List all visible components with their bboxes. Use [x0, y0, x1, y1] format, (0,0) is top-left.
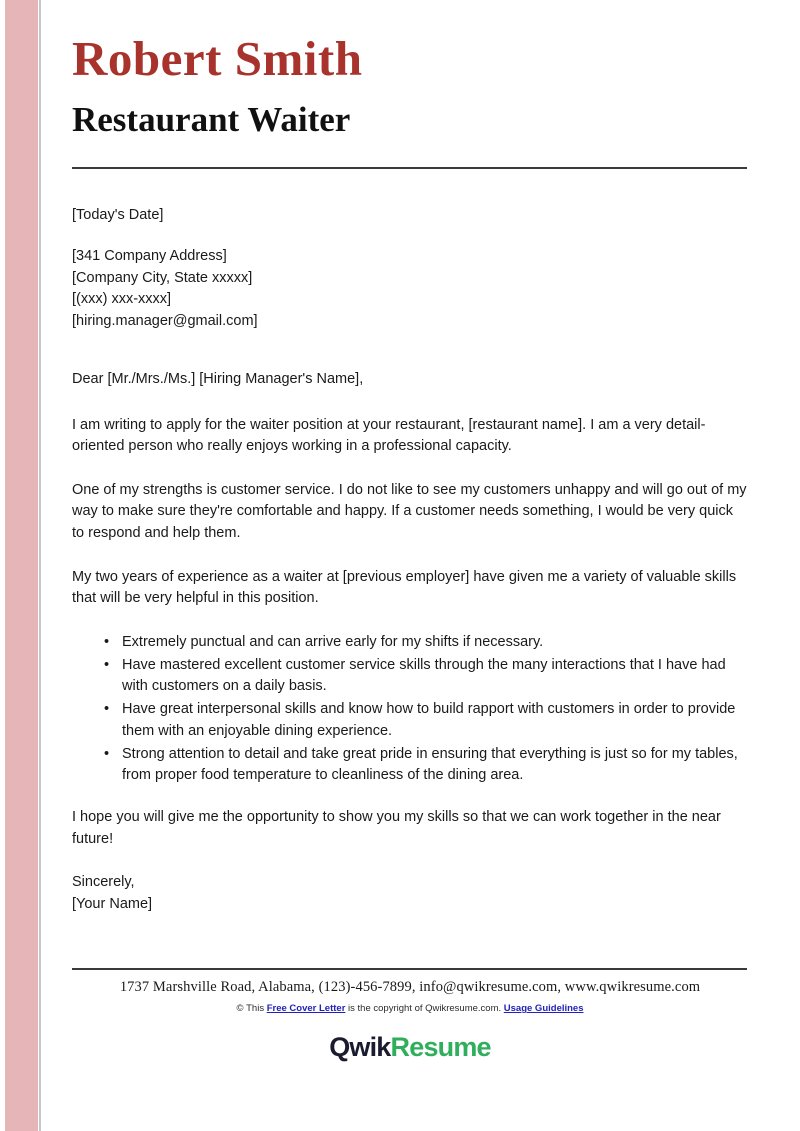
letter-body [72, 169, 748, 915]
bullet-marker-icon: • [104, 701, 110, 718]
letter-paragraph-1: I am writing to apply for the waiter position at your restaurant, [restaurant name]. I am a very detail-oriented person who really enjoys working in a professional capacity. [72, 416, 706, 455]
letter-paragraph-3: My two years of experience as a waiter at [previous employer] have given me a variety of valuable skills that will be very helpful in this position. [72, 568, 737, 607]
letter-content [72, 0, 748, 1131]
bullet-marker-icon: • [104, 633, 110, 650]
letter-date: [Today's Date] [72, 207, 164, 223]
decorative-side-stripe [5, 0, 38, 1131]
applicant-name: Robert Smith [72, 31, 363, 86]
list-item [72, 632, 748, 654]
signature-block [72, 872, 748, 915]
page-footer [72, 968, 748, 1063]
list-item-text: Strong attention to detail and take great pride in ensuring that everything is just so for my tables, from proper food temperature to cleanliness of the dining area. [122, 745, 738, 784]
footer-copyright-line [72, 996, 748, 1014]
recipient-city-state-zip: [Company City, State xxxxx] [72, 269, 253, 286]
recipient-address-block [72, 246, 748, 332]
list-item [72, 744, 748, 788]
copyright-prefix: This [246, 1003, 265, 1014]
logo-text-qwik: Qwik [329, 1032, 391, 1062]
list-item [72, 655, 748, 699]
usage-guidelines-link[interactable]: Usage Guidelines [503, 1003, 584, 1014]
list-item-text: Have great interpersonal skills and know how to build rapport with customers in order to provide them with an enjoyable dining experience. [122, 701, 736, 739]
recipient-address-line: [341 Company Address] [72, 248, 227, 265]
sign-off: Sincerely, [72, 874, 135, 891]
free-cover-letter-link[interactable]: Free Cover Letter [266, 1003, 346, 1014]
signature-name: [Your Name] [72, 895, 153, 912]
copyright-middle-text: is the copyright of Qwikresume.com. [348, 1003, 502, 1014]
applicant-job-title: Restaurant Waiter [72, 100, 351, 139]
letter-salutation: Dear [Mr./Mrs./Ms.] [Hiring Manager's Name], [72, 370, 364, 387]
letter-closing-paragraph: I hope you will give me the opportunity to show you my skills so that we can work together in the near future! [72, 809, 721, 847]
letter-paragraph-2: One of my strengths is customer service. I do not like to see my customers unhappy and will go out of my way to make sure they're comfortable and happy. If a customer needs something, I would be very quick to respond and help them. [72, 481, 747, 542]
skills-bullet-list [72, 632, 748, 787]
qwikresume-logo[interactable] [72, 1014, 748, 1063]
list-item [72, 699, 748, 743]
recipient-phone: [(xxx) xxx-xxxx] [72, 291, 172, 308]
bullet-marker-icon: • [104, 745, 110, 762]
bullet-marker-icon: • [104, 656, 110, 673]
recipient-email: [hiring.manager@gmail.com] [72, 312, 258, 329]
list-item-text: Extremely punctual and can arrive early for my shifts if necessary. [122, 633, 544, 650]
footer-contact-line: 1737 Marshville Road, Alabama, (123)-456-7899, info@qwikresume.com, www.qwikresume.com [119, 979, 701, 995]
list-item-text: Have mastered excellent customer service skills through the many interactions that I have had with customers on a daily basis. [122, 656, 726, 695]
side-stripe-divider [39, 0, 41, 1131]
logo-text-resume: Resume [390, 1032, 491, 1062]
copyright-icon: © [236, 1003, 244, 1014]
